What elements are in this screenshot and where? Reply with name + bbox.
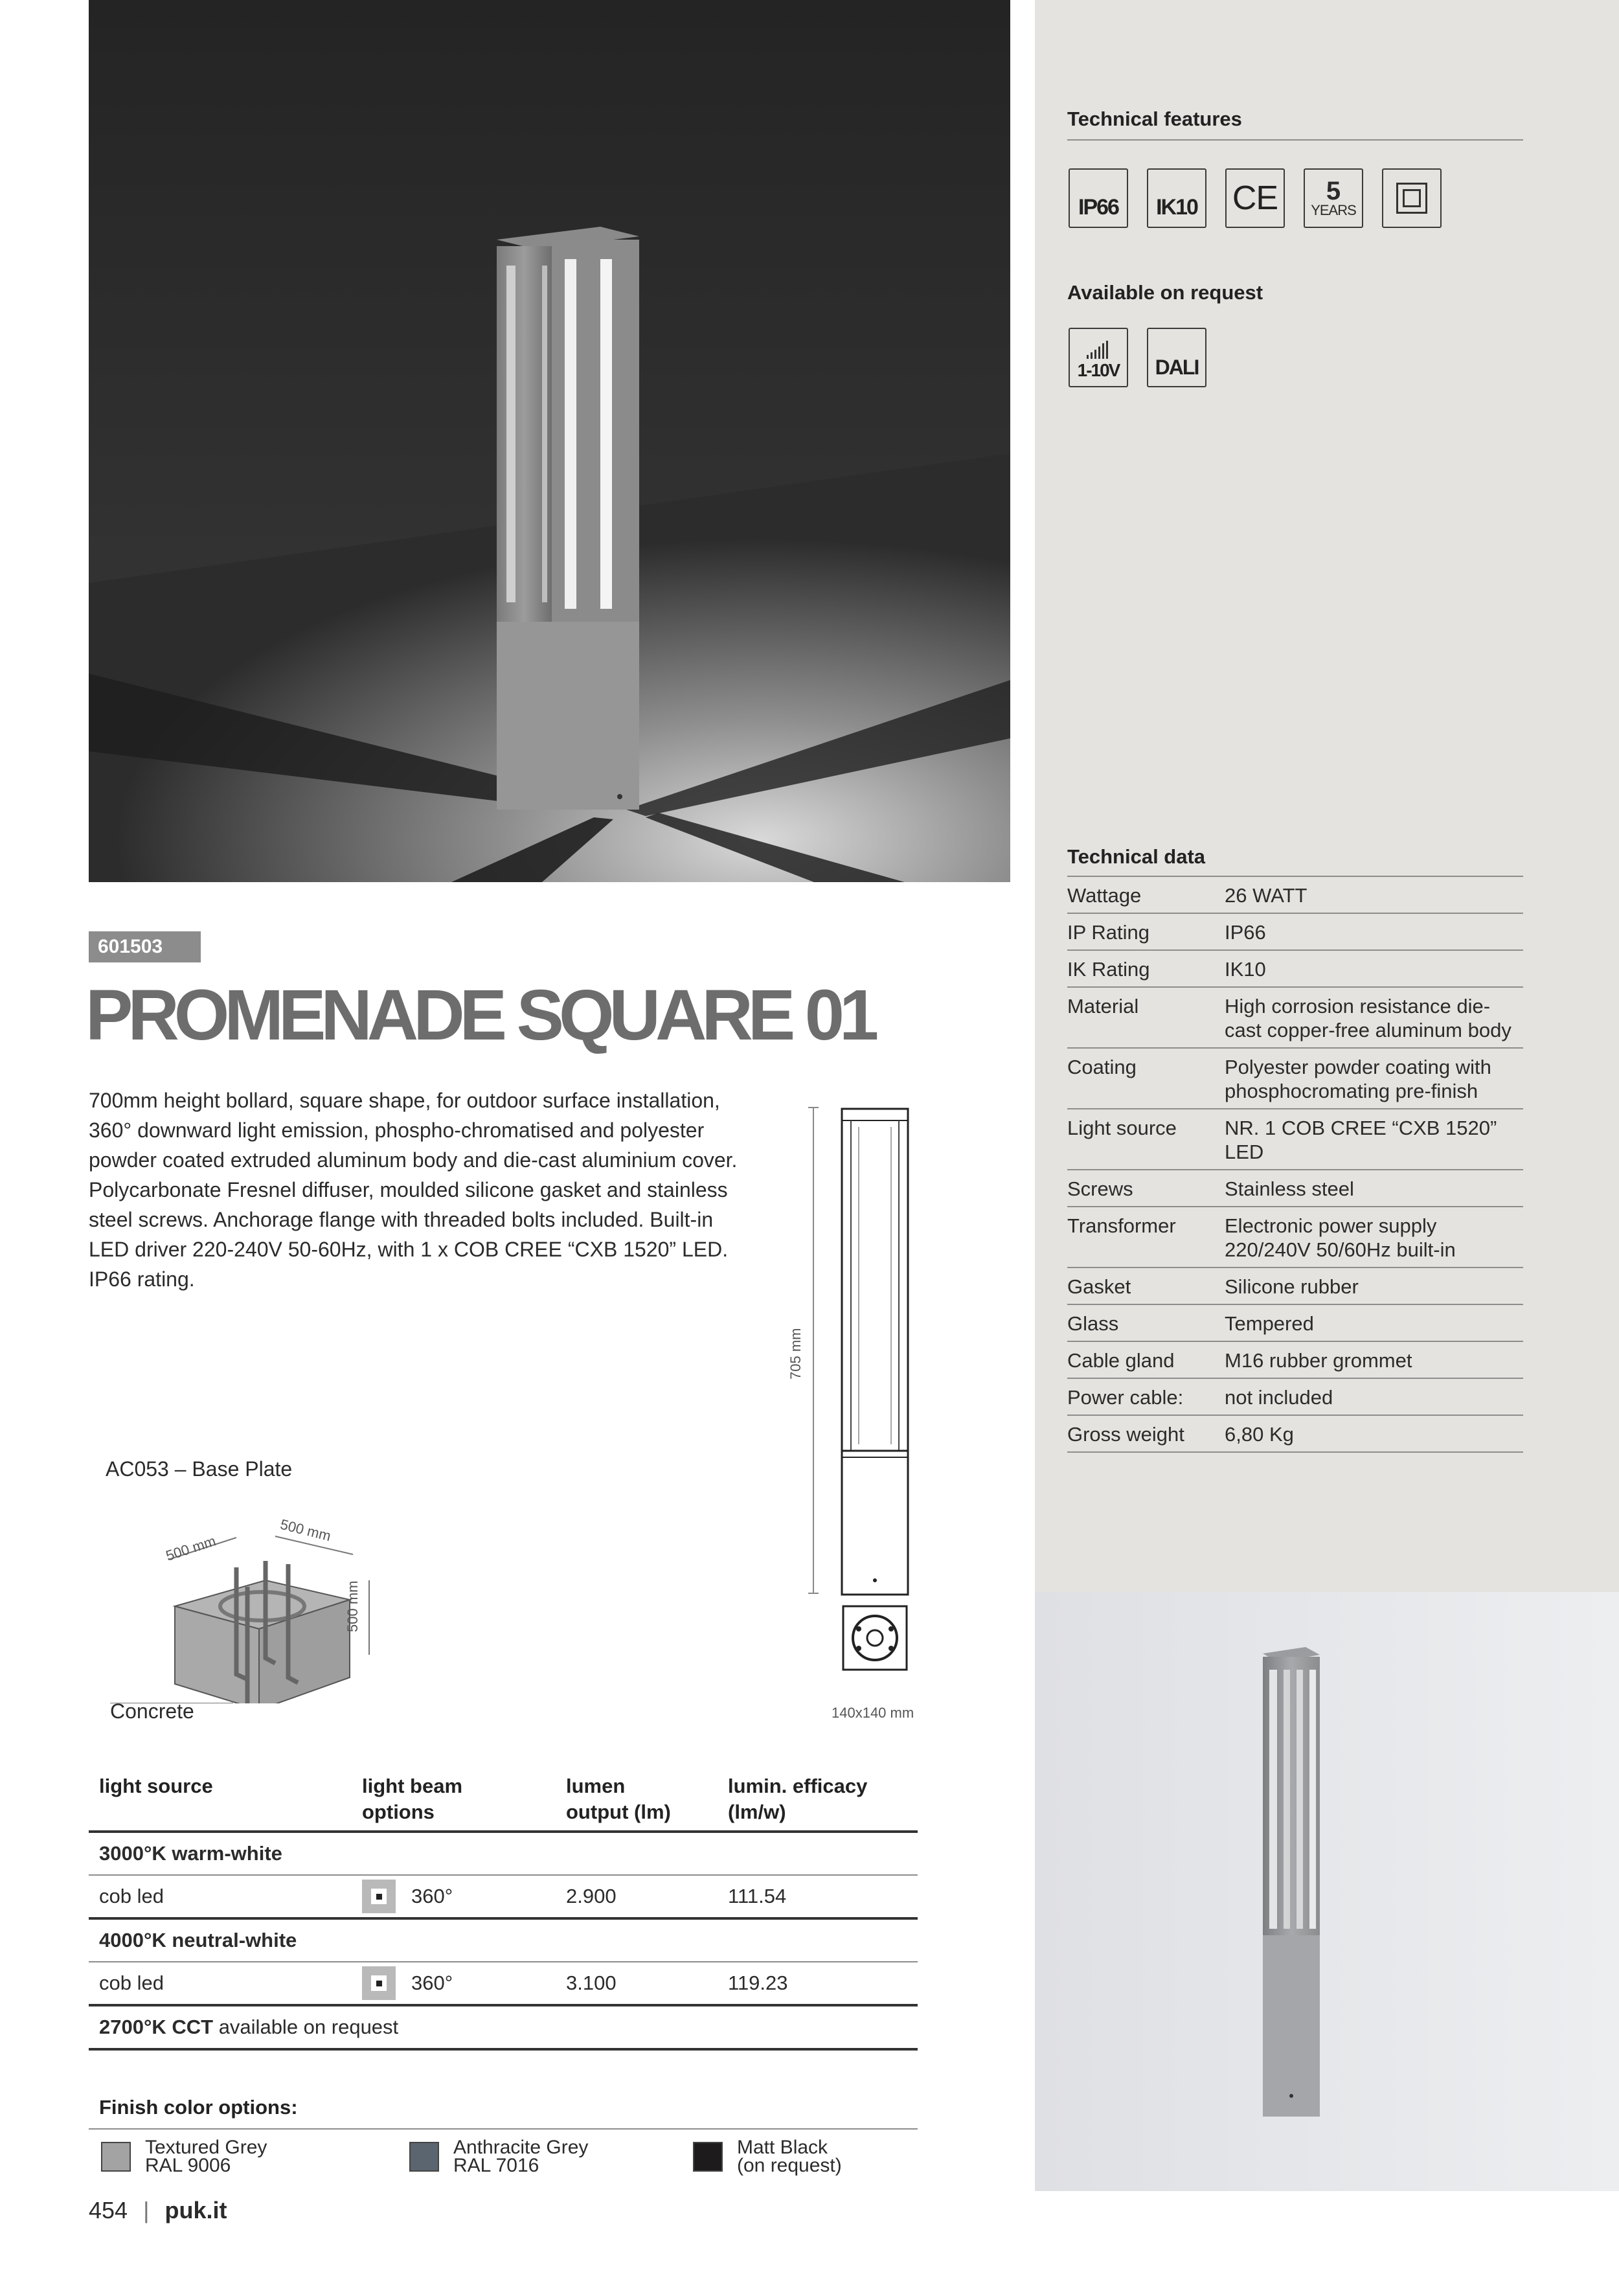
divider [1067, 139, 1523, 141]
table-header: light source light beam options lumen output (lm) lumin. efficacy (lm/w) [89, 1773, 918, 1833]
page-footer [89, 2197, 227, 2224]
concrete-label: Concrete [110, 1699, 194, 1723]
ip66-icon: IP66 [1069, 168, 1128, 228]
website-link[interactable]: puk.it [164, 2197, 227, 2223]
swatch-matt-black [693, 2142, 723, 2172]
dali-icon: DALI [1147, 328, 1206, 387]
page-number: 454 [89, 2197, 128, 2223]
beam-360-icon [362, 1966, 396, 2000]
warranty-icon: 5 YEARS [1304, 168, 1363, 228]
signal-bars-icon [1085, 341, 1111, 360]
table-row: Wattage 26 WATT [1067, 877, 1523, 914]
elevation-drawing [803, 1101, 933, 1684]
base-plate-label: AC053 – Base Plate [106, 1457, 293, 1481]
swatch-textured-grey [101, 2142, 131, 2172]
table-row: IP Rating IP66 [1067, 914, 1523, 951]
dimension-label: 500 mm [163, 1532, 218, 1564]
base-dimension-label: 140x140 mm [832, 1705, 914, 1721]
table-row: Material High corrosion resistance die-cast copper-free aluminum body [1067, 988, 1523, 1049]
table-row: Coating Polyester powder coating with phosphocromating pre-finish [1067, 1049, 1523, 1109]
product-photo-studio [1035, 1592, 1619, 2191]
table-row: cob led 360° 2.900 111.54 [89, 1876, 918, 1920]
table-row: Gasket Silicone rubber [1067, 1268, 1523, 1305]
finish-option-label: Matt Black (on request) [737, 2137, 842, 2176]
finish-option-label: Anthracite Grey RAL 7016 [453, 2137, 589, 2176]
height-dimension-label: 705 mm [787, 1328, 804, 1380]
table-row: Gross weight 6,80 Kg [1067, 1416, 1523, 1453]
divider [89, 2128, 918, 2130]
table-row: Cable gland M16 rubber grommet [1067, 1342, 1523, 1379]
table-row: IK Rating IK10 [1067, 951, 1523, 988]
dimming-1-10v-icon: 1-10V [1069, 328, 1128, 387]
finish-options-title: Finish color options: [99, 2096, 298, 2119]
double-insulation-icon [1382, 168, 1442, 228]
table-group-title: 3000°K warm-white [89, 1833, 918, 1876]
performance-table [89, 1773, 918, 2051]
table-row: Light source NR. 1 COB CREE “CXB 1520” LED [1067, 1109, 1523, 1170]
beam-360-icon [362, 1880, 396, 1913]
technical-data-table [1067, 876, 1523, 1453]
dimension-label: 500 mm [345, 1580, 361, 1632]
table-row: cob led 360° 3.100 119.23 [89, 1962, 918, 2006]
table-row: Transformer Electronic power supply 220/240V 50/60Hz built-in [1067, 1207, 1523, 1268]
availability-note: 2700°K CCT available on request [89, 2006, 918, 2051]
technical-features-title: Technical features [1067, 108, 1242, 130]
finish-option-label: Textured Grey RAL 9006 [145, 2137, 267, 2176]
separator: | [143, 2197, 150, 2223]
swatch-anthracite-grey [409, 2142, 439, 2172]
product-code-tag: 601503 [89, 931, 201, 962]
product-title: PROMENADE SQUARE 01 [85, 975, 874, 1055]
dimension-label: 500 mm [278, 1516, 333, 1545]
product-description: 700mm height bollard, square shape, for outdoor surface installation, 360° downward light emission, phospho-chromatised and polyester powder coated extruded aluminum body and die-cast aluminium cover. Polycarbonate Fresnel diffuser, moulded silicone gasket and stainless steel screws. Anchorage flange with threaded bolts included. Built-in LED driver 220-240V 50-60Hz, with 1 x COB CREE “CXB 1520” LED. IP66 rating. [89, 1089, 738, 1291]
table-row: Glass Tempered [1067, 1305, 1523, 1342]
ce-mark-icon: CE [1225, 168, 1285, 228]
table-row: Power cable: not included [1067, 1379, 1523, 1416]
table-group-title: 4000°K neutral-white [89, 1920, 918, 1962]
ik10-icon: IK10 [1147, 168, 1206, 228]
product-photo-night [89, 0, 1010, 882]
technical-data-title: Technical data [1067, 845, 1206, 868]
table-row: Screws Stainless steel [1067, 1170, 1523, 1207]
available-on-request-title: Available on request [1067, 281, 1263, 304]
